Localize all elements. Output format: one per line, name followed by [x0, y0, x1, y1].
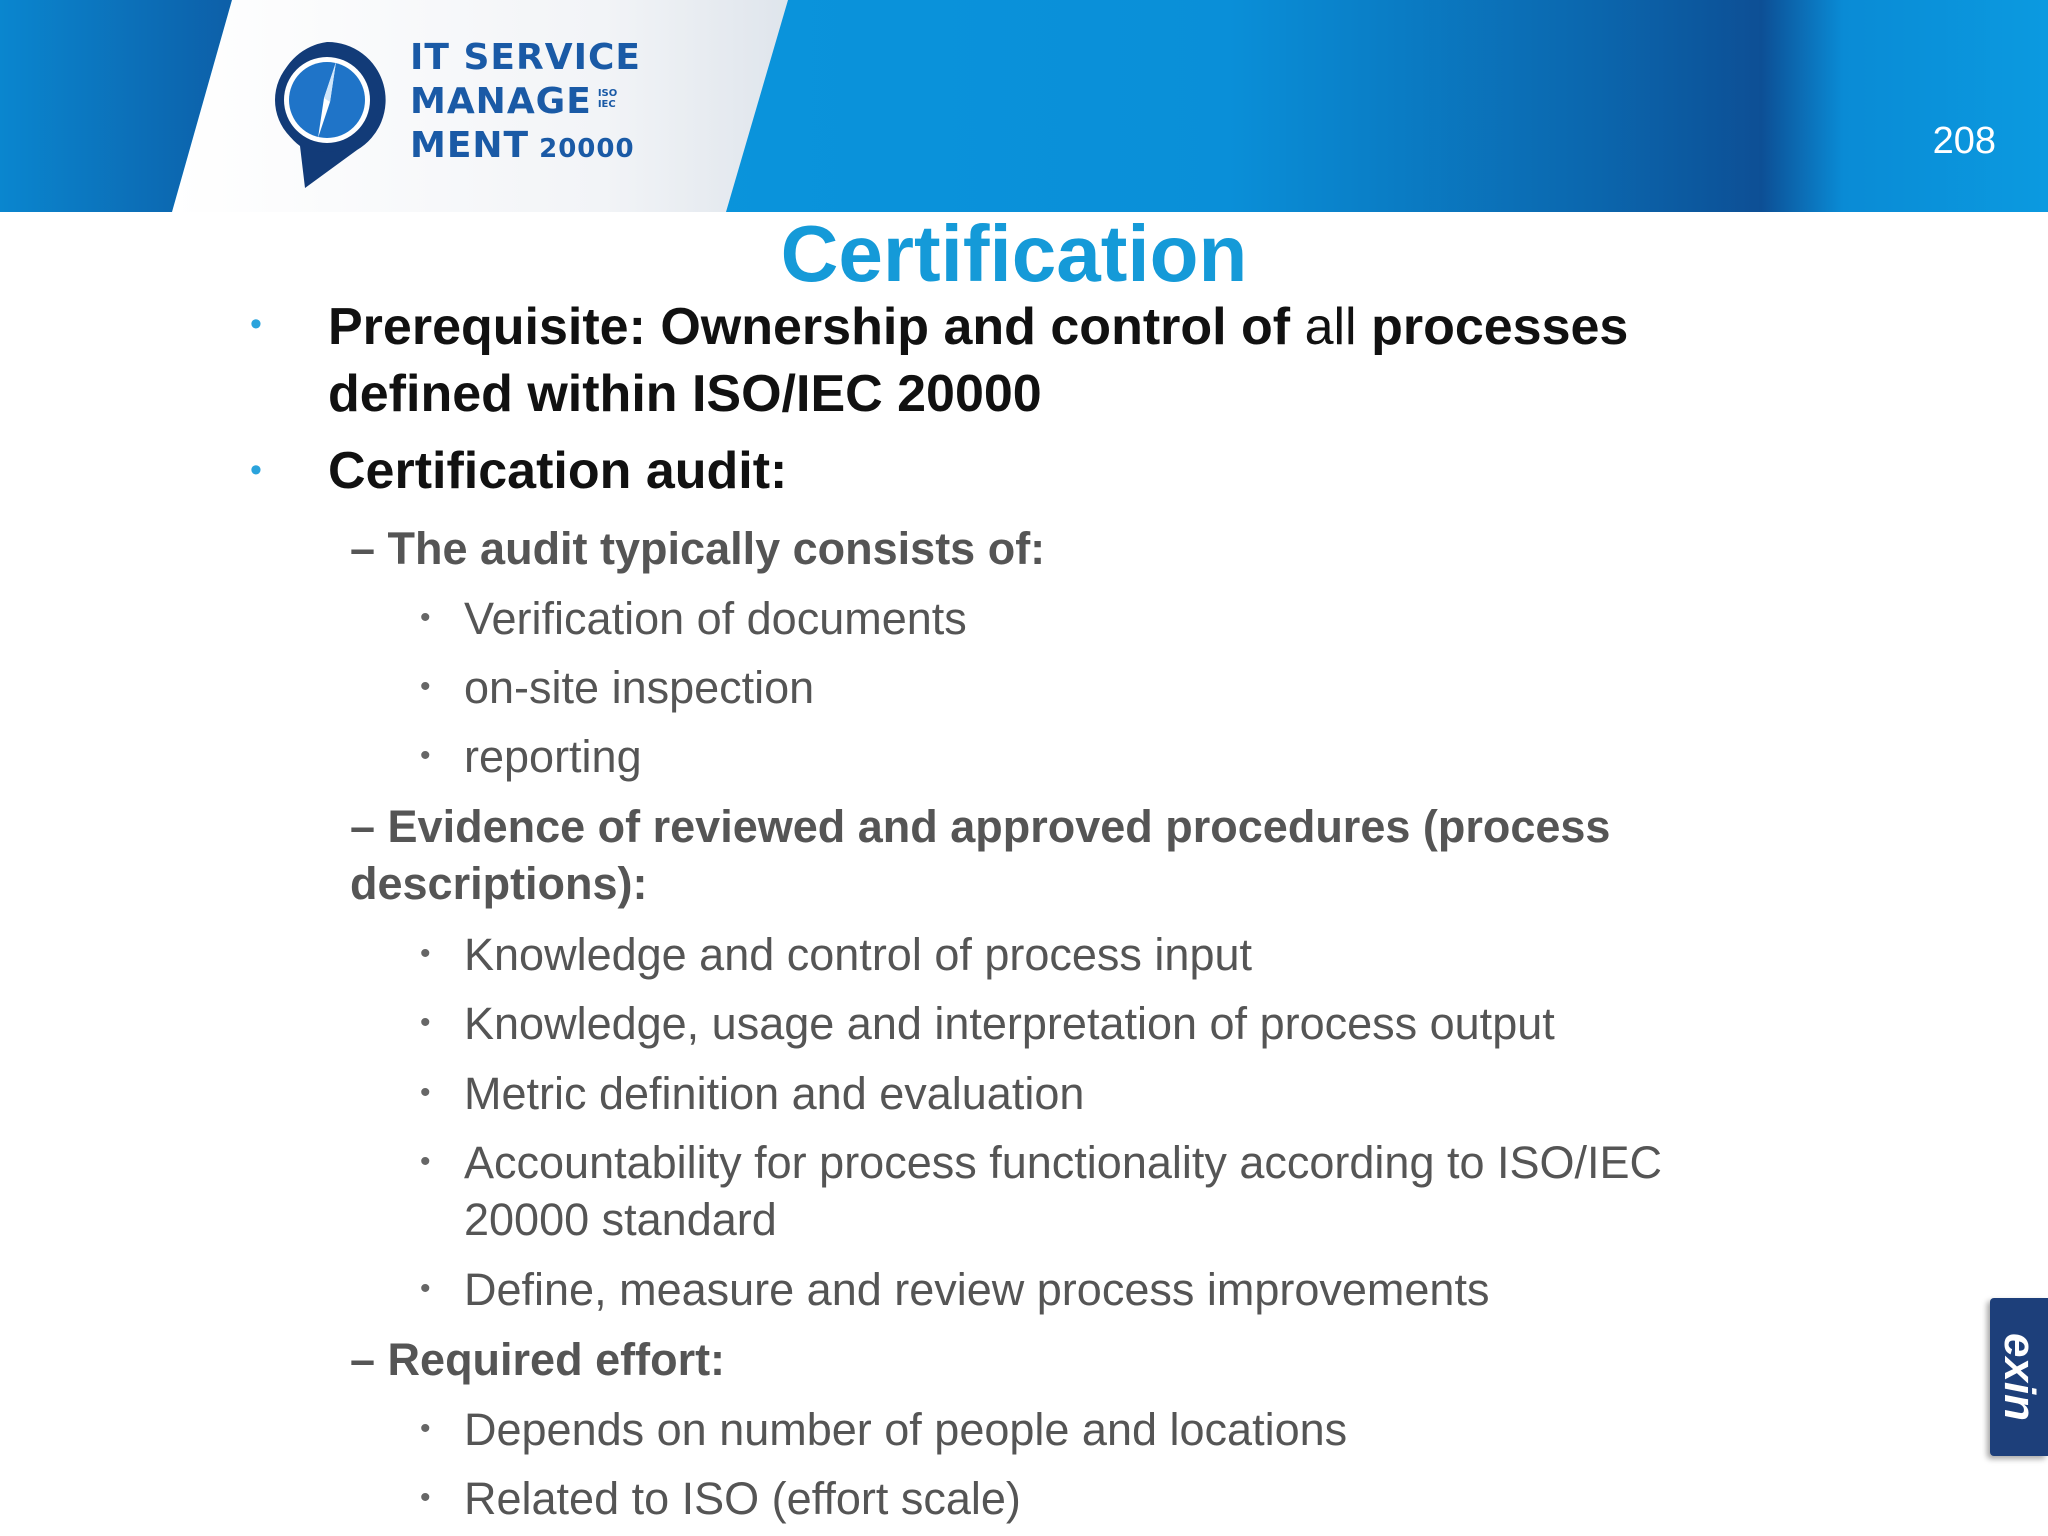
evidence-point: Knowledge, usage and interpretation of process output — [464, 998, 1555, 1049]
audit-item: on-site inspection — [464, 662, 815, 713]
bullet-dot: • — [420, 1481, 431, 1514]
evidence-point: Knowledge and control of process input — [464, 929, 1253, 980]
evidence-point: Define, measure and review process improvements — [464, 1264, 1490, 1315]
logo-wordmark — [410, 36, 641, 171]
slide-title: Certification — [780, 209, 1248, 298]
bullet-dot: • — [250, 305, 262, 343]
logo-iec-text: IEC — [597, 99, 616, 110]
audit-intro-item — [350, 520, 1750, 577]
bullet-dot: • — [420, 1006, 431, 1039]
bullet-dot: • — [420, 601, 431, 634]
prerequisite-normal: all — [1290, 298, 1372, 356]
banner-graphic — [0, 0, 2048, 212]
effort-point: Depends on number of people and locations — [464, 1404, 1348, 1455]
bullet-dot: • — [420, 1412, 431, 1445]
bullet-dot: • — [420, 937, 431, 970]
bullet-dot: • — [250, 451, 262, 489]
header-banner — [0, 0, 2048, 212]
bullet-dot: • — [420, 1272, 431, 1305]
audit-item: Verification of documents — [464, 593, 967, 644]
prerequisite-text — [328, 294, 1788, 428]
logo-ment-text: MENT — [410, 125, 530, 166]
logo-line-2 — [410, 80, 641, 124]
logo-manage-text: MANAGE — [410, 81, 592, 122]
evidence-item — [350, 798, 1730, 912]
exin-logo-text: exin — [1995, 1332, 2044, 1422]
audit-intro-text: The audit typically consists of: — [387, 523, 1046, 574]
slide-number: 208 — [1932, 120, 1996, 162]
logo-year: 20000 — [539, 134, 635, 164]
bullet-dot: • — [420, 1076, 431, 1109]
dash-symbol: – — [350, 1334, 376, 1385]
effort-heading: Required effort: — [387, 1334, 726, 1385]
dash-symbol: – — [350, 801, 376, 852]
audit-heading: Certification audit: — [328, 442, 788, 500]
evidence-point: Accountability for process functionality according to ISO/IEC 20000 standard — [464, 1137, 1663, 1245]
bullet-dot: • — [420, 739, 431, 772]
bullet-dot: • — [420, 670, 431, 703]
dash-symbol: – — [350, 523, 376, 574]
bullet-dot: • — [420, 1145, 431, 1178]
effort-item — [350, 1331, 1750, 1388]
prerequisite-bold-start: Prerequisite: Ownership and control of — [328, 298, 1291, 356]
logo-iso-mark — [598, 88, 617, 110]
audit-item: reporting — [464, 731, 642, 782]
logo-iso-text: ISO — [597, 88, 618, 99]
logo-line-3 — [410, 124, 641, 171]
evidence-heading: Evidence of reviewed and approved procedures (process descriptions): — [350, 801, 1611, 909]
effort-point: Related to ISO (effort scale) — [464, 1473, 1021, 1524]
logo-line-1: IT SERVICE — [410, 37, 641, 78]
prerequisite-bold-end: processes defined within ISO/IEC 20000 — [328, 298, 1629, 423]
evidence-point: Metric definition and evaluation — [464, 1068, 1085, 1119]
exin-badge — [1990, 1298, 2048, 1456]
